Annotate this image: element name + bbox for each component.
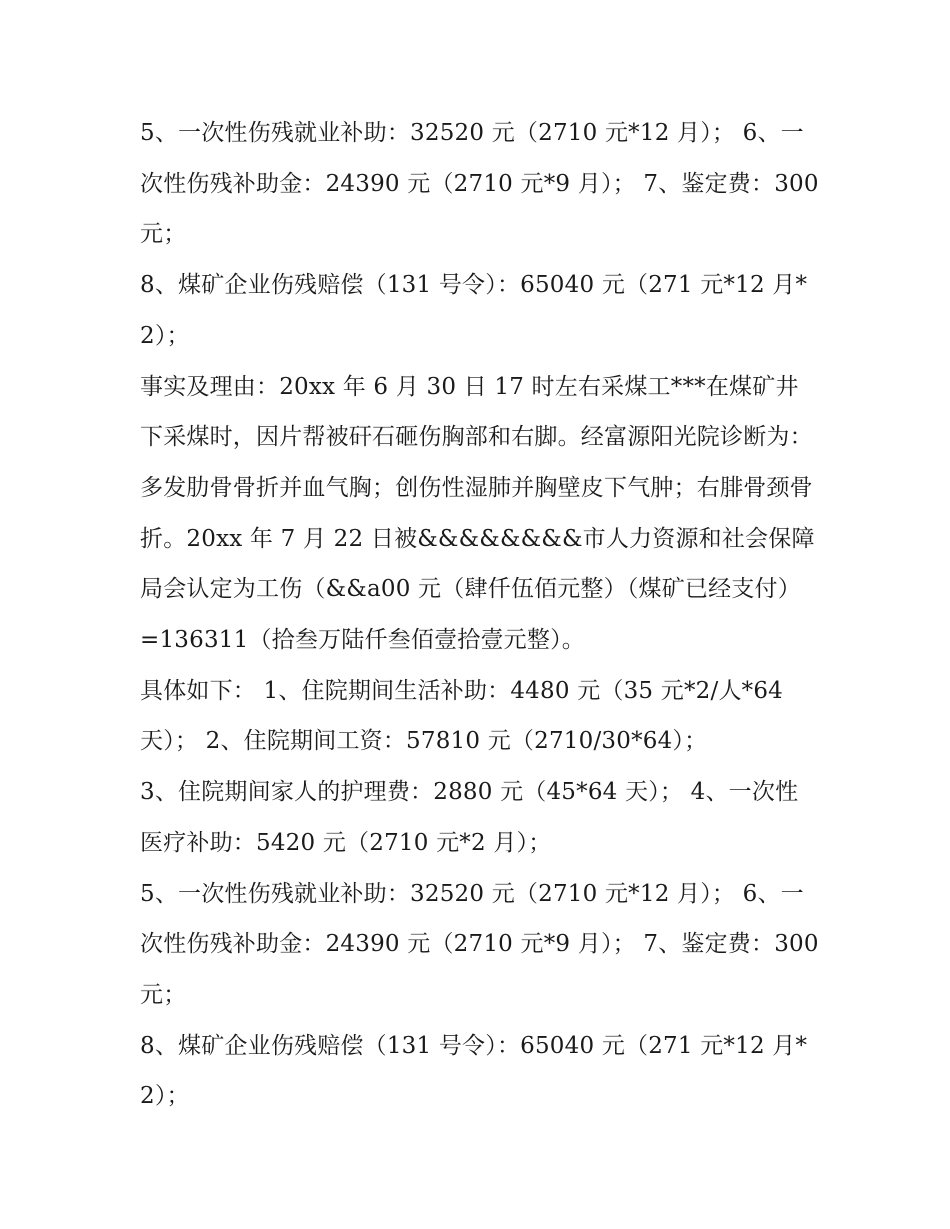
document-body [140,108,820,1122]
paragraph-disability-subsidies: 5、一次性伤残就业补助：32520 元（2710 元*12 月）； 6、一次性伤残补助金：24390 元（2710 元*9 月）； 7、鉴定费：300 元； [140,120,819,248]
paragraph-details-8: 8、煤矿企业伤残赔偿（131 号令）：65040 元（271 元*12 月*2）； [140,1032,808,1110]
paragraph-details-1-2: 具体如下： 1、住院期间生活补助：4480 元（35 元*2/人*64天）； 2、住院期间工资：57810 元（2710/30*64）； [140,677,784,755]
paragraph-coal-mine-compensation: 8、煤矿企业伤残赔偿（131 号令）：65040 元（271 元*12 月*2）； [140,272,808,349]
paragraph-details-3-4: 3、住院期间家人的护理费：2880 元（45*64 天）； 4、一次性医疗补助：5420 元（2710 元*2 月）； [140,779,799,856]
paragraph-facts-and-reasons: 事实及理由：20xx 年 6 月 30 日 17 时左右采煤工***在煤矿井下采煤时，因片帮被矸石砸伤胸部和右脚。经富源阳光院诊断为：多发肋骨骨折并血气胸；创伤性湿肺并胸壁皮下气肿；右腓骨颈骨折。20xx 年 7 月 22 日被&&&&&&&&市人力资源和社会保障局会认定为工伤（&&a00 元（肆仟伍佰元整）（煤矿已经支付）=136311（拾叁万陆仟叁佰壹拾壹元整）。 [140,373,815,654]
paragraph-details-5-7: 5、一次性伤残就业补助：32520 元（2710 元*12 月）； 6、一次性伤残补助金：24390 元（2710 元*9 月）； 7、鉴定费：300 元； [140,880,819,1008]
